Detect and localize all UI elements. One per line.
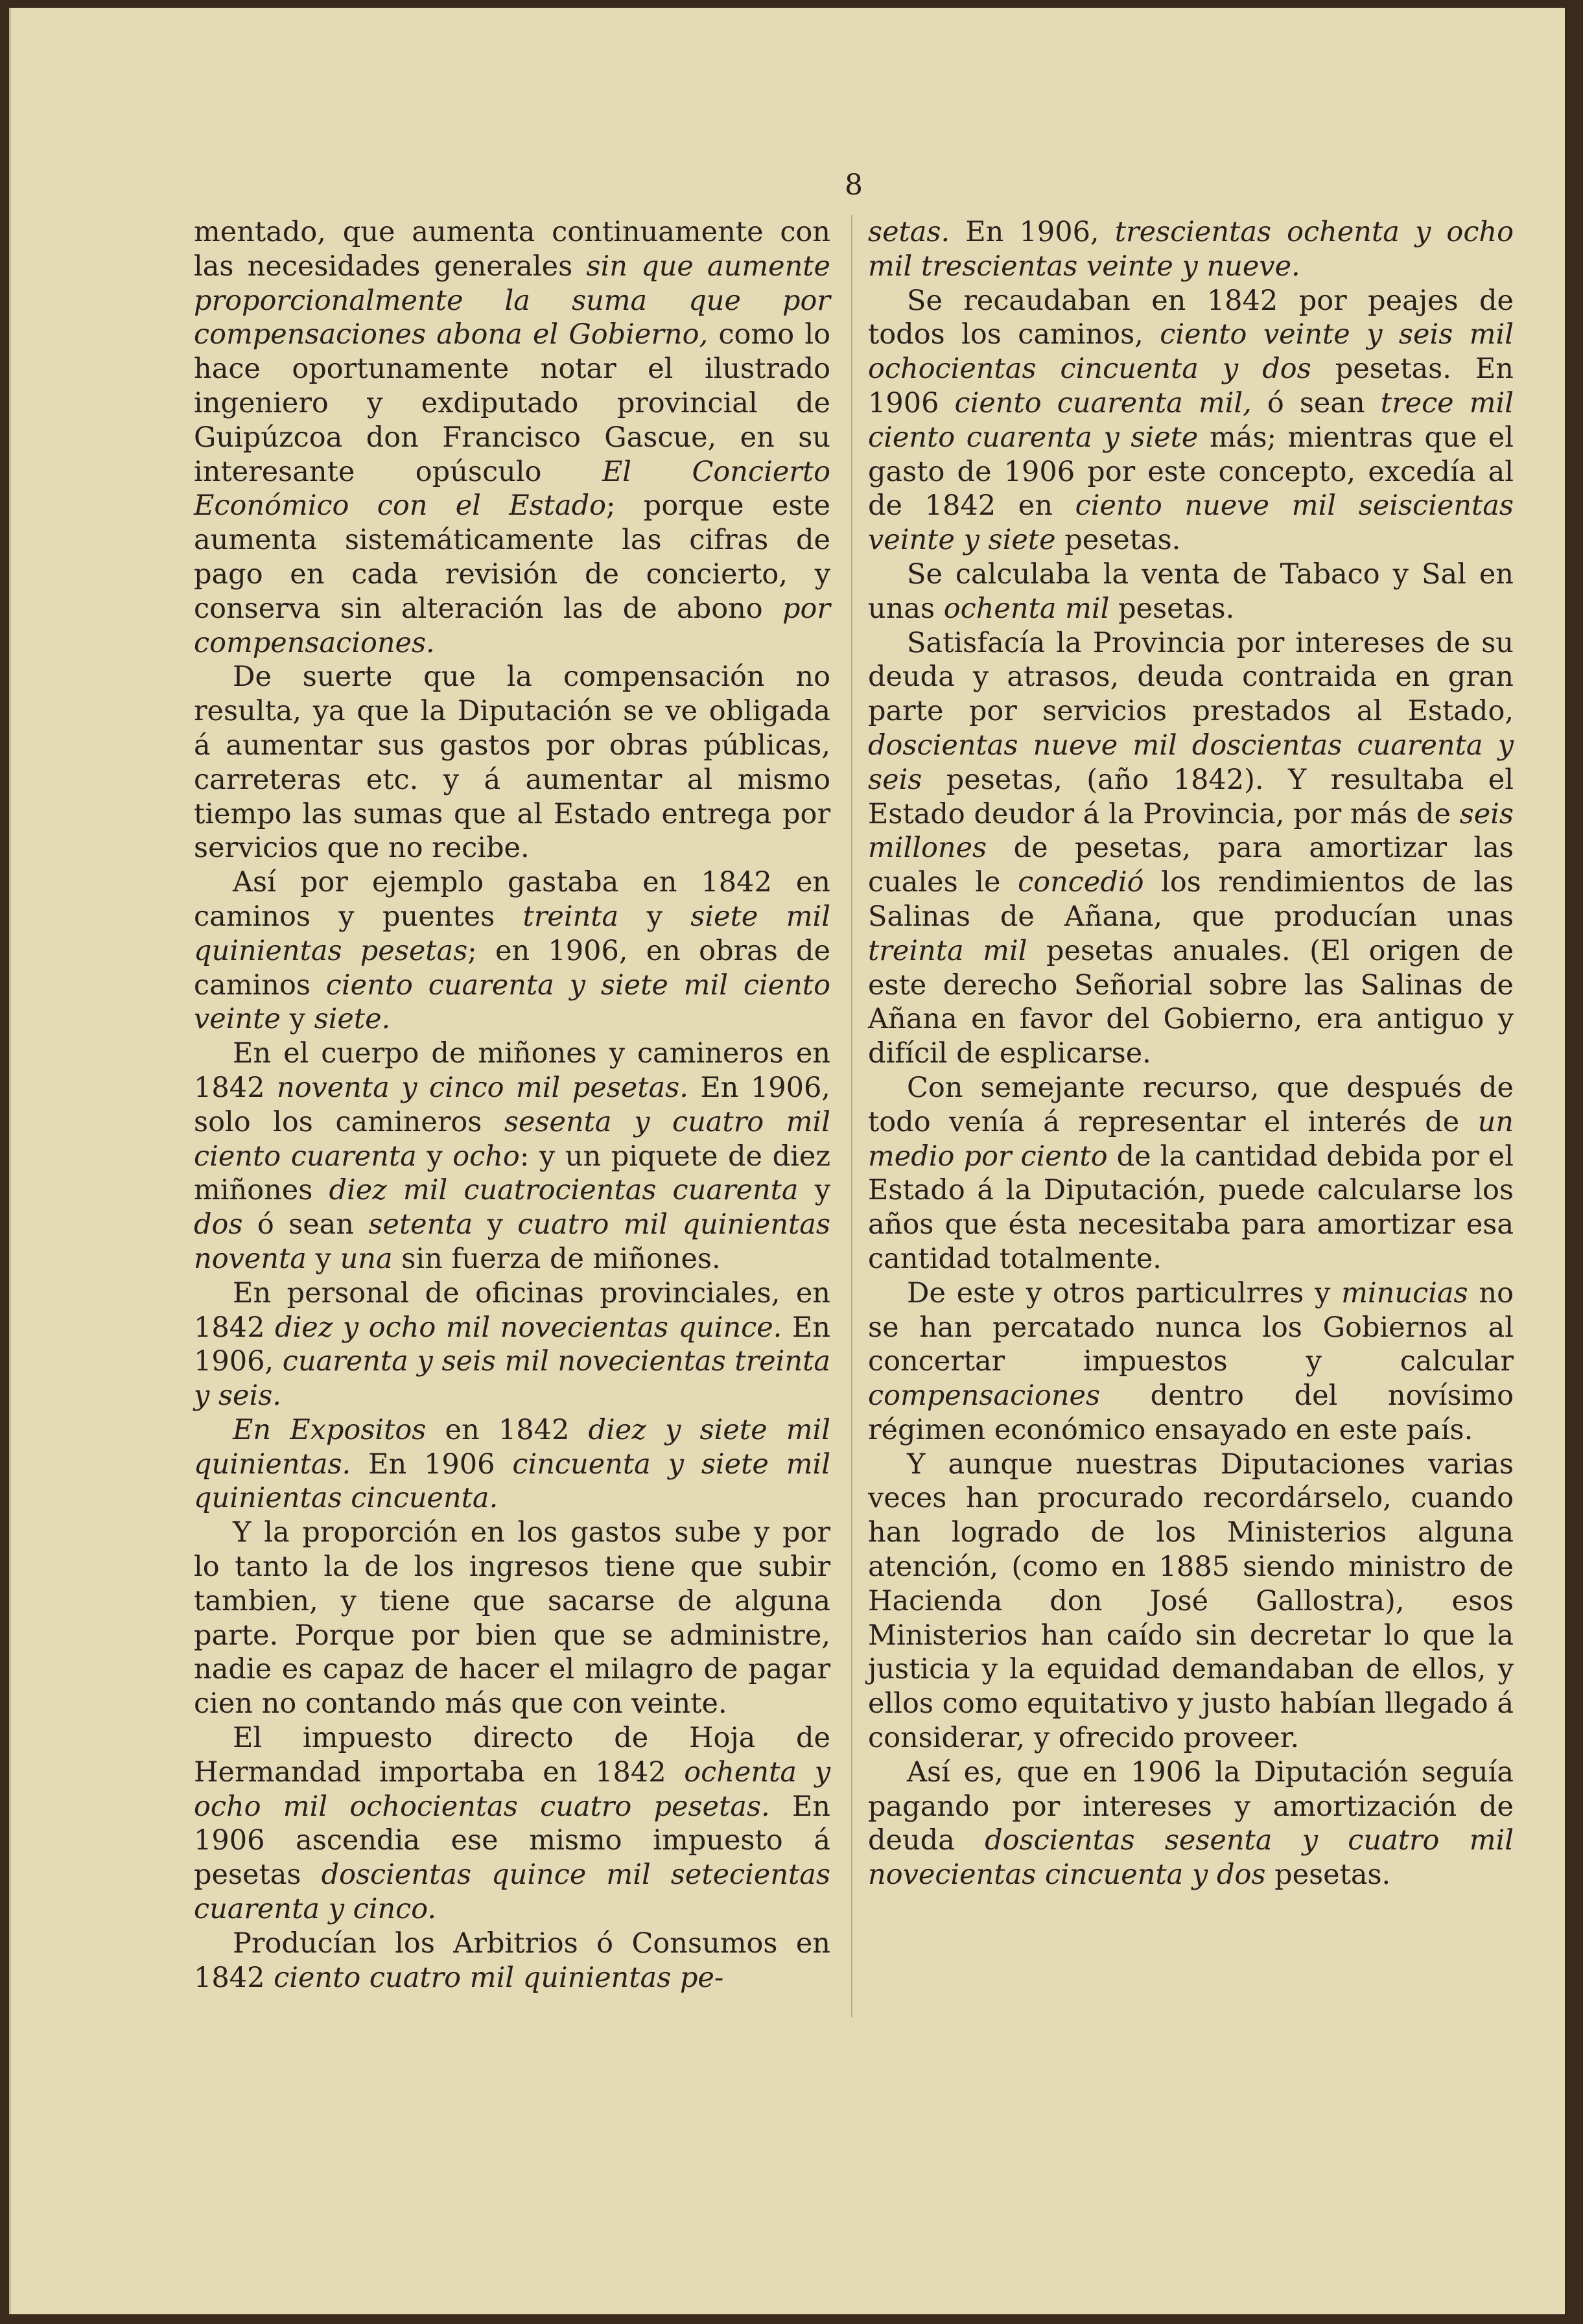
text-run: y <box>306 1242 340 1275</box>
italic-text: setenta <box>368 1208 473 1241</box>
text-run: : y un piquete de diez miñones <box>194 1140 830 1207</box>
italic-text: cuatro mil quinientas noventa <box>194 1208 830 1275</box>
paragraph <box>868 558 1514 626</box>
text-run: Producían los Arbitrios ó Consumos en 1842 <box>194 1927 830 1994</box>
paragraph <box>194 1037 830 1276</box>
text-run: y <box>416 1140 453 1173</box>
italic-text: diez mil cuatrocientas cuarenta <box>329 1174 799 1207</box>
paragraph <box>194 1721 830 1927</box>
italic-text: ciento cuarenta y siete mil ciento veinte <box>194 968 830 1036</box>
italic-text: diez y siete mil quinientas. <box>194 1413 830 1481</box>
italic-text: por compensaciones. <box>194 592 830 659</box>
italic-text: ochenta y ocho mil ochocientas cuatro pesetas. <box>194 1755 830 1823</box>
text-run: y <box>473 1208 518 1241</box>
italic-text: seis millones <box>868 797 1514 865</box>
italic-text: compensaciones <box>868 1379 1101 1413</box>
text-run: De este y otros particulrres y <box>907 1276 1342 1309</box>
text-run: El impuesto directo de Hoja de Hermandad importaba en 1842 <box>194 1722 830 1789</box>
text-run: dentro del novísimo régimen económico ensayado en este país. <box>868 1379 1514 1446</box>
italic-text: doscientas nueve mil doscientas cuarenta y seis <box>868 729 1514 796</box>
paragraph <box>194 1516 830 1721</box>
text-run: En 1906, <box>194 1311 830 1378</box>
paragraph <box>194 1927 830 1995</box>
left-column <box>194 215 830 1995</box>
italic-text: diez y ocho mil novecientas quince. <box>274 1311 782 1344</box>
italic-text: ocho <box>452 1140 520 1173</box>
text-run: ó sean <box>1251 386 1381 419</box>
paragraph <box>868 215 1514 284</box>
text-run: Así por ejemplo gastaba en 1842 en caminos y puentes <box>194 866 830 933</box>
text-run: pesetas. <box>1265 1859 1391 1892</box>
text-run: mentado, que aumenta continuamente con las necesidades generales <box>194 216 830 283</box>
italic-text: un medio por ciento <box>868 1105 1514 1173</box>
text-run: pesetas. <box>1055 524 1181 557</box>
text-run: pesetas. <box>1109 592 1235 625</box>
text-run: ; porque este aumenta sistemáticamente las cifras de pago en cada revisión de concierto, y conserva sin alteración las de abono <box>194 489 830 625</box>
paragraph <box>194 1276 830 1413</box>
paragraph <box>868 1276 1514 1448</box>
italic-text: siete mil quinientas pesetas <box>194 900 830 967</box>
text-run: Se recaudaban en 1842 por peajes de todos los caminos, <box>868 284 1514 351</box>
text-run: y <box>280 1003 314 1036</box>
text-run: ; en 1906, en obras de caminos <box>194 934 831 1002</box>
text-run: no se han percatado nunca los Gobiernos al concertar impuestos y calcular <box>868 1276 1514 1378</box>
italic-text: dos <box>194 1208 243 1241</box>
italic-text: trece mil ciento cuarenta y siete <box>868 386 1514 454</box>
italic-text: doscientas quince mil setecientas cuarenta y cinco. <box>194 1859 830 1926</box>
text-run: Y aunque nuestras Diputaciones varias veces han procurado recordárselo, cuando han logrado de los Ministerios alguna atención, (como en 1885 siendo ministro de Hacienda don José Gallostra), esos Ministerios han caído sin decretar lo que la justicia y la equidad demandaban de ellos, y ellos como equitativo y justo habían llegado á considerar, y ofrecido proveer. <box>868 1448 1514 1755</box>
text-run: Se calculaba la venta de Tabaco y Sal en unas <box>868 558 1514 625</box>
text-run: los rendimientos de las Salinas de Añana, que producían unas <box>868 866 1514 933</box>
text-run: pesetas. En 1906 <box>868 353 1514 419</box>
italic-text: treinta mil <box>868 934 1027 967</box>
text-run: En 1906, solo los camineros <box>194 1071 830 1138</box>
italic-text: sin que aumente proporcionalmente la suma que por compensaciones abona el Gobierno, <box>194 250 830 351</box>
italic-text: ciento veinte y seis mil ochocientas cincuenta y dos <box>868 318 1514 386</box>
italic-text: cuarenta y seis mil novecientas treinta y seis. <box>194 1345 830 1413</box>
text-run: Con semejante recurso, que después de todo venía á representar el interés de <box>868 1071 1514 1138</box>
italic-text: concedió <box>1018 866 1144 899</box>
text-run: En el cuerpo de miñones y camineros en 1842 <box>194 1037 830 1104</box>
italic-text: El Concierto Económico con el Estado <box>194 455 830 522</box>
italic-text: cincuenta y siete mil quinientas cincuenta. <box>194 1448 830 1515</box>
right-column <box>868 215 1514 1892</box>
text-run: En 1906 <box>351 1448 513 1481</box>
text-run: De suerte que la compensación no resulta, ya que la Diputación se ve obligada á aumentar sus gastos por obras públicas, carreteras etc. y á aumentar al mismo tiempo las sumas que al Estado entrega por servicios que no recibe. <box>194 661 830 865</box>
text-run: como lo hace oportunamente notar el ilustrado ingeniero y exdiputado provincial de Guipúzcoa don Francisco Gascue, en su interesante opúsculo <box>194 318 830 488</box>
paragraph <box>194 1413 830 1516</box>
text-run: y <box>798 1174 830 1207</box>
text-run: sin fuerza de miñones. <box>392 1242 721 1275</box>
text-run: Satisfacía la Provincia por intereses de su deuda y atrasos, deuda contraida en gran parte por servicios prestados al Estado, <box>868 626 1514 728</box>
paragraph <box>868 1071 1514 1276</box>
text-run: ó sean <box>242 1208 369 1241</box>
italic-text: ochenta mil <box>943 592 1110 625</box>
text-run: Así es, que en 1906 la Diputación seguía pagando por intereses y amortización de deuda <box>868 1755 1514 1857</box>
paragraph <box>194 865 830 1037</box>
italic-text: noventa y cinco mil pesetas. <box>276 1071 688 1104</box>
italic-text: ciento cuarenta mil, <box>954 386 1252 419</box>
text-run: En 1906, <box>950 216 1115 248</box>
text-run: pesetas, (año 1842). Y resultaba el Estado deudor á la Provincia, por más de <box>868 763 1514 830</box>
text-run: pesetas anuales. (El origen de este derecho Señorial sobre las Salinas de Añana en favor del Gobierno, era antiguo y difícil de esplicarse. <box>868 934 1514 1070</box>
page-number: 8 <box>845 169 863 202</box>
text-run: En 1906 ascendia ese mismo impuesto á pesetas <box>194 1790 830 1892</box>
italic-text: treinta <box>522 900 619 933</box>
italic-text: ciento nueve mil seiscientas veinte y siete <box>868 489 1514 557</box>
text-run: de la cantidad debida por el Estado á la Diputación, puede calcularse los años que ésta necesitaba para amortizar esa cantidad totalmente. <box>868 1140 1514 1275</box>
italic-text: sesenta y cuatro mil ciento cuarenta <box>194 1105 830 1173</box>
paragraph <box>868 1448 1514 1755</box>
paragraph <box>868 626 1514 1071</box>
text-run: y <box>618 900 691 933</box>
italic-text: siete. <box>314 1003 391 1036</box>
italic-text: setas. <box>868 216 950 248</box>
italic-text: ciento cuatro mil quinientas pe- <box>274 1961 724 1994</box>
column-divider <box>851 215 852 2017</box>
paragraph <box>868 284 1514 558</box>
text-run: en 1842 <box>426 1413 589 1446</box>
italic-text: una <box>340 1242 393 1275</box>
italic-text: En Expositos <box>233 1413 427 1446</box>
paragraph <box>194 215 830 660</box>
italic-text: trescientas ochenta y ocho mil trescientas veinte y nueve. <box>868 216 1514 283</box>
paragraph <box>868 1755 1514 1892</box>
italic-text: minucias <box>1341 1276 1468 1309</box>
text-run: más; mientras que el gasto de 1906 por este concepto, excedía al de 1842 en <box>868 421 1514 522</box>
document-page <box>9 8 1565 2314</box>
paragraph <box>194 660 830 865</box>
text-run: Y la proporción en los gastos sube y por lo tanto la de los ingresos tiene que subir tambien, y tiene que sacarse de alguna parte. Porque por bien que se administre, nadie es capaz de hacer el milagro de pagar cien no contando más que con veinte. <box>194 1516 830 1720</box>
italic-text: doscientas sesenta y cuatro mil novecientas cincuenta y dos <box>868 1824 1514 1892</box>
text-run: En personal de oficinas provinciales, en 1842 <box>194 1276 830 1344</box>
text-run: de pesetas, para amortizar las cuales le <box>868 832 1514 899</box>
